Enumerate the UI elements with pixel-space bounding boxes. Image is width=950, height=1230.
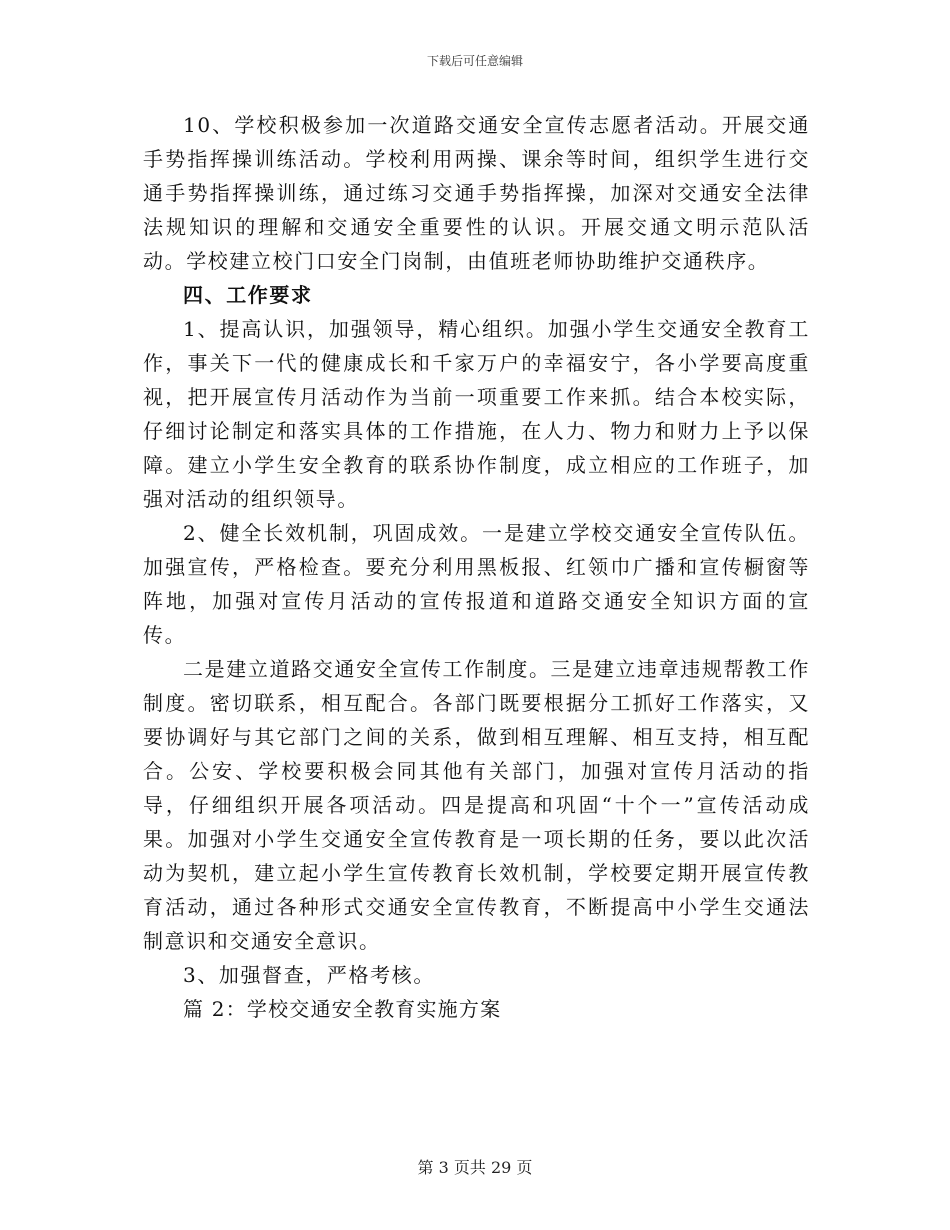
section-heading-work-requirements: 四、工作要求: [183, 283, 313, 307]
paragraph-requirement-1: 1、提高认识，加强领导，精心组织。加强小学生交通安全教育工作，事关下一代的健康成长和千家万户的幸福安宁，各小学要高度重视，把开展宣传月活动作为当前一项重要工作来抓。结合本校实际，仔细讨论制定和落实具体的工作措施，在人力、物力和财力上予以保障。建立小学生安全教育的联系协作制度，成立相应的工作班子，加强对活动的组织领导。: [143, 317, 810, 511]
paragraph-requirement-2: 2、健全长效机制，巩固成效。一是建立学校交通安全宣传队伍。加强宣传，严格检查。要充分利用黑板报、红领巾广播和宣传橱窗等阵地，加强对宣传月活动的宣传报道和道路交通安全知识方面的宣传。: [143, 521, 810, 647]
next-article-title: 篇 2：学校交通安全教育实施方案: [183, 997, 502, 1021]
page-header-note: 下载后可任意编辑: [426, 54, 523, 68]
paragraph-requirement-2-continued: 二是建立道路交通安全宣传工作制度。三是建立违章违规帮教工作制度。密切联系，相互配合。各部门既要根据分工抓好工作落实，又要协调好与其它部门之间的关系，做到相互理解、相互支持，相互配合。公安、学校要积极会同其他有关部门，加强对宣传月活动的指导，仔细组织开展各项活动。四是提高和巩固“十个一”宣传活动成果。加强对小学生交通安全宣传教育是一项长期的任务，要以此次活动为契机，建立起小学生宣传教育长效机制，学校要定期开展宣传教育活动，通过各种形式交通安全宣传教育，不断提高中小学生交通法制意识和交通安全意识。: [143, 657, 810, 953]
paragraph-activity-10: 10、学校积极参加一次道路交通安全宣传志愿者活动。开展交通手势指挥操训练活动。学校利用两操、课余等时间，组织学生进行交通手势指挥操训练，通过练习交通手势指挥操，加深对交通安全法律法规知识的理解和交通安全重要性的认识。开展交通文明示范队活动。学校建立校门口安全门岗制，由值班老师协助维护交通秩序。: [143, 113, 810, 273]
paragraph-requirement-3: 3、加强督查，严格考核。: [183, 963, 435, 987]
document-body: [143, 108, 810, 1026]
page-number-footer: 第 3 页共 29 页: [417, 1158, 533, 1177]
